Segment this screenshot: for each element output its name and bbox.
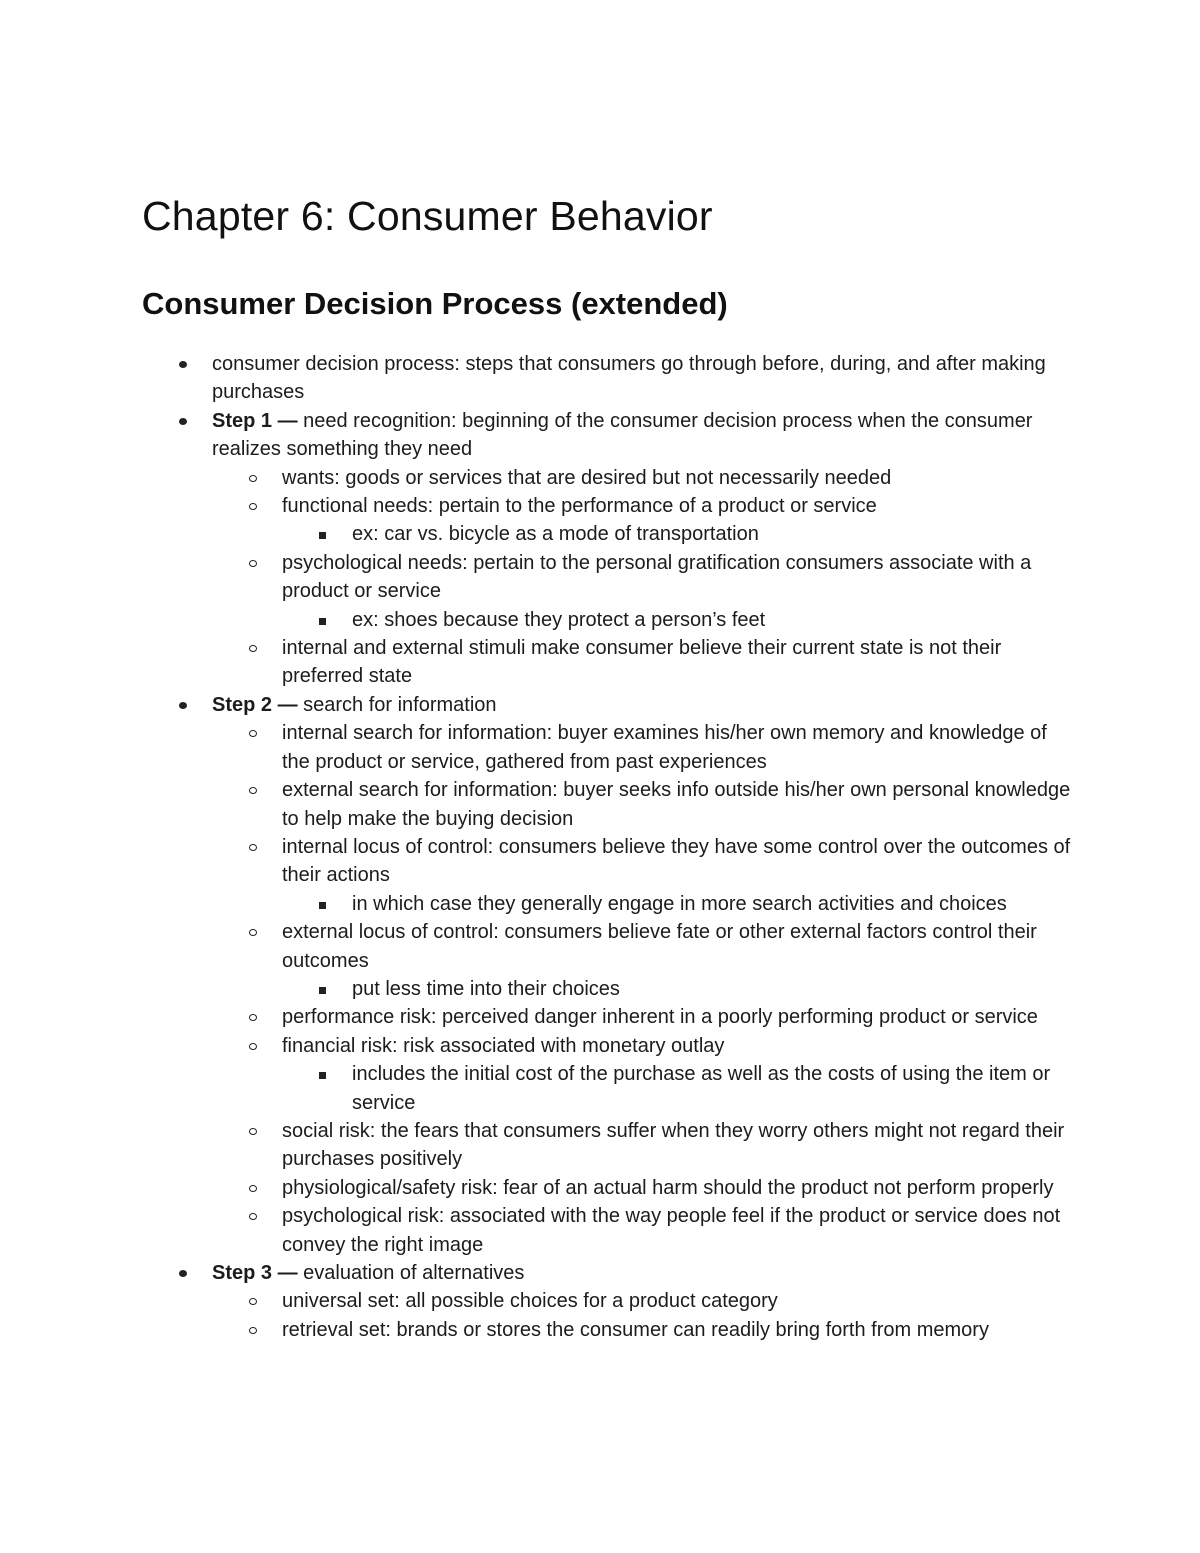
bullet-circle-icon — [249, 730, 257, 737]
list-item — [212, 1174, 1072, 1202]
bullet-circle-icon — [249, 1014, 257, 1021]
step-label: Step 3 — — [212, 1262, 298, 1284]
list-item — [212, 492, 1072, 549]
list-item-text: ex: car vs. bicycle as a mode of transportation — [352, 523, 759, 546]
list-item-text: functional needs: pertain to the performance of a product or service — [282, 495, 877, 518]
list-item-text: performance risk: perceived danger inherent in a poorly performing product or service — [282, 1006, 1038, 1029]
list-item-text: physiological/safety risk: fear of an actual harm should the product not perform properly — [282, 1176, 1054, 1199]
list-item-text: external locus of control: consumers believe fate or other external factors control their outcomes — [282, 921, 1037, 972]
list-item — [212, 1287, 1072, 1315]
bullet-disc-icon — [179, 418, 187, 425]
bullet-circle-icon — [249, 645, 257, 652]
list-item — [212, 549, 1072, 634]
bullet-square-icon — [319, 618, 326, 625]
list-item-text: internal locus of control: consumers believe they have some control over the outcomes of their actions — [282, 835, 1071, 887]
list-item — [282, 520, 1072, 548]
list-item-text: search for information — [297, 693, 497, 716]
list-item — [212, 1032, 1072, 1117]
bullet-circle-icon — [249, 1213, 257, 1220]
list-item-text: need recognition: beginning of the consumer decision process when the consumer realizes something they need — [212, 409, 1033, 461]
list-item — [212, 1202, 1072, 1259]
list-item — [212, 1003, 1072, 1031]
list-item-text: wants: goods or services that are desired but not necessarily needed — [282, 466, 892, 489]
list-item — [142, 350, 1072, 407]
list-item-text: psychological needs: pertain to the personal gratification consumers associate with a product or service — [282, 551, 1032, 603]
bullet-circle-icon — [249, 1043, 257, 1050]
list-item — [282, 890, 1072, 918]
list-item — [212, 634, 1072, 691]
list-item-text: retrieval set: brands or stores the consumer can readily bring forth from memory — [282, 1318, 989, 1341]
bullet-circle-icon — [249, 560, 257, 567]
bullet-circle-icon — [249, 929, 257, 936]
step-label: Step 2 — — [212, 693, 298, 716]
bullet-circle-icon — [249, 1185, 257, 1192]
list-item-text: put less time into their choices — [352, 977, 620, 1000]
bullet-square-icon — [319, 1072, 326, 1079]
list-item — [142, 1259, 1072, 1344]
sub-sub-list — [212, 890, 1072, 918]
list-item — [212, 776, 1072, 833]
bullet-circle-icon — [249, 844, 257, 851]
list-item — [212, 464, 1072, 492]
bullet-disc-icon — [179, 1270, 187, 1277]
list-item — [142, 407, 1072, 691]
bullet-circle-icon — [249, 475, 257, 482]
sub-sub-list — [212, 606, 1072, 634]
page-title: Chapter 6: Consumer Behavior — [142, 193, 713, 239]
bullet-square-icon — [319, 987, 326, 994]
bullet-circle-icon — [249, 1128, 257, 1135]
bullet-square-icon — [319, 532, 326, 539]
list-item — [212, 1316, 1072, 1344]
list-item — [212, 719, 1072, 776]
list-item — [142, 691, 1072, 1259]
list-item — [282, 1060, 1072, 1117]
bullet-circle-icon — [249, 1327, 257, 1334]
sub-list — [142, 1287, 1072, 1344]
list-item-text: financial risk: risk associated with monetary outlay — [282, 1034, 725, 1057]
sub-sub-list — [212, 975, 1072, 1003]
list-item-text: ex: shoes because they protect a person’s feet — [352, 608, 766, 631]
sub-sub-list — [212, 520, 1072, 548]
sub-sub-list — [212, 1060, 1072, 1117]
bullet-circle-icon — [249, 503, 257, 510]
bullet-disc-icon — [179, 702, 187, 709]
list-item-text: internal search for information: buyer examines his/her own memory and knowledge of the product or service, gathered from past experiences — [282, 722, 1047, 773]
list-item — [282, 606, 1072, 634]
section-heading: Consumer Decision Process (extended) — [142, 286, 728, 321]
bullet-list — [142, 350, 1072, 1344]
list-item-text: internal and external stimuli make consumer believe their current state is not their preferred state — [282, 637, 1002, 688]
list-item-text: evaluation of alternatives — [297, 1262, 525, 1284]
list-item-text: universal set: all possible choices for a product category — [282, 1290, 778, 1313]
list-item — [282, 975, 1072, 1003]
list-item — [212, 918, 1072, 1003]
list-item-text: includes the initial cost of the purchase as well as the costs of using the item or service — [352, 1063, 1051, 1114]
bullet-circle-icon — [249, 1298, 257, 1305]
list-item-text: consumer decision process: steps that consumers go through before, during, and after making purchases — [212, 353, 1046, 404]
list-item-text: social risk: the fears that consumers suffer when they worry others might not regard their purchases positively — [282, 1119, 1065, 1171]
document-page — [142, 192, 1072, 1344]
sub-list — [142, 719, 1072, 1259]
bullet-circle-icon — [249, 787, 257, 794]
list-item — [212, 1117, 1072, 1174]
list-item-text: psychological risk: associated with the way people feel if the product or service does not convey the right image — [282, 1205, 1061, 1256]
step-label: Step 1 — — [212, 409, 298, 432]
bullet-disc-icon — [179, 361, 187, 368]
list-item-text: external search for information: buyer seeks info outside his/her own personal knowledge to help make the buying decision — [282, 779, 1071, 830]
list-item — [212, 833, 1072, 918]
list-item-text: in which case they generally engage in more search activities and choices — [352, 892, 1007, 915]
sub-list — [142, 464, 1072, 691]
bullet-square-icon — [319, 902, 326, 909]
